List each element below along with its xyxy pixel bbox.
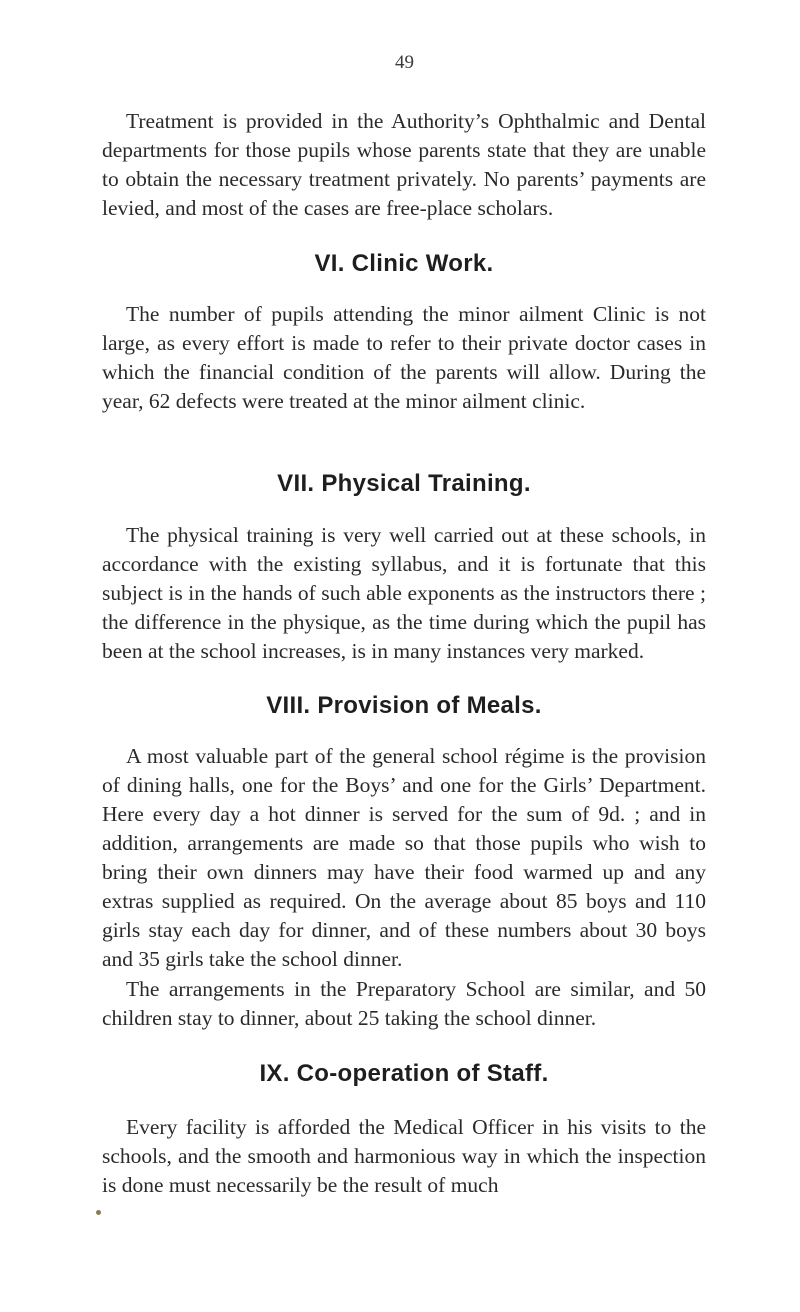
ink-speck [96, 1210, 101, 1215]
heading-clinic-work: VI. Clinic Work. [314, 250, 494, 277]
paragraph-treatment: Treatment is provided in the Authority’s Ophthalmic and Dental departments for those pupils whose parents state that they are unable to obtain the necessary treatment privately. No parents’ payments are levied, and most of the cases are free-place scholars. [102, 109, 706, 220]
paragraph-provision-of-meals: A most valuable part of the general school régime is the provision of dining halls, one for the Boys’ and one for the Girls’ Department. Here every day a hot dinner is served for the sum of 9d. ; and in addition, arrangements are made so that those pupils who wish to bring their own dinners may have their food warmed up and any extras supplied as required. On the average about 85 boys and 110 girls stay each day for dinner, and of these numbers about 30 boys and 35 girls take the school dinner. [102, 744, 706, 971]
heading-physical-training: VII. Physical Training. [277, 470, 531, 497]
page-number: 49 [395, 52, 414, 73]
paragraph-co-operation-of-staff: Every facility is afforded the Medical Officer in his visits to the schools, and the smooth and harmonious way in which the inspection is done must necessarily be the result of much [102, 1115, 706, 1197]
paragraph-preparatory-school: The arrangements in the Preparatory School are similar, and 50 children stay to dinner, about 25 taking the school dinner. [102, 977, 706, 1030]
paragraph-clinic-work: The number of pupils attending the minor ailment Clinic is not large, as every effort is made to refer to their private doctor cases in which the financial condition of the parents will allow. During the year, 62 defects were treated at the minor ailment clinic. [102, 302, 706, 413]
heading-co-operation-of-staff: IX. Co-operation of Staff. [259, 1060, 549, 1087]
paragraph-physical-training: The physical training is very well carried out at these schools, in accordance with the existing syllabus, and it is fortunate that this subject is in the hands of such able exponents as the instructors there ; the difference in the physique, as the time during which the pupil has been at the school increases, is in many instances very marked. [102, 523, 706, 663]
heading-provision-of-meals: VIII. Provision of Meals. [266, 692, 542, 719]
